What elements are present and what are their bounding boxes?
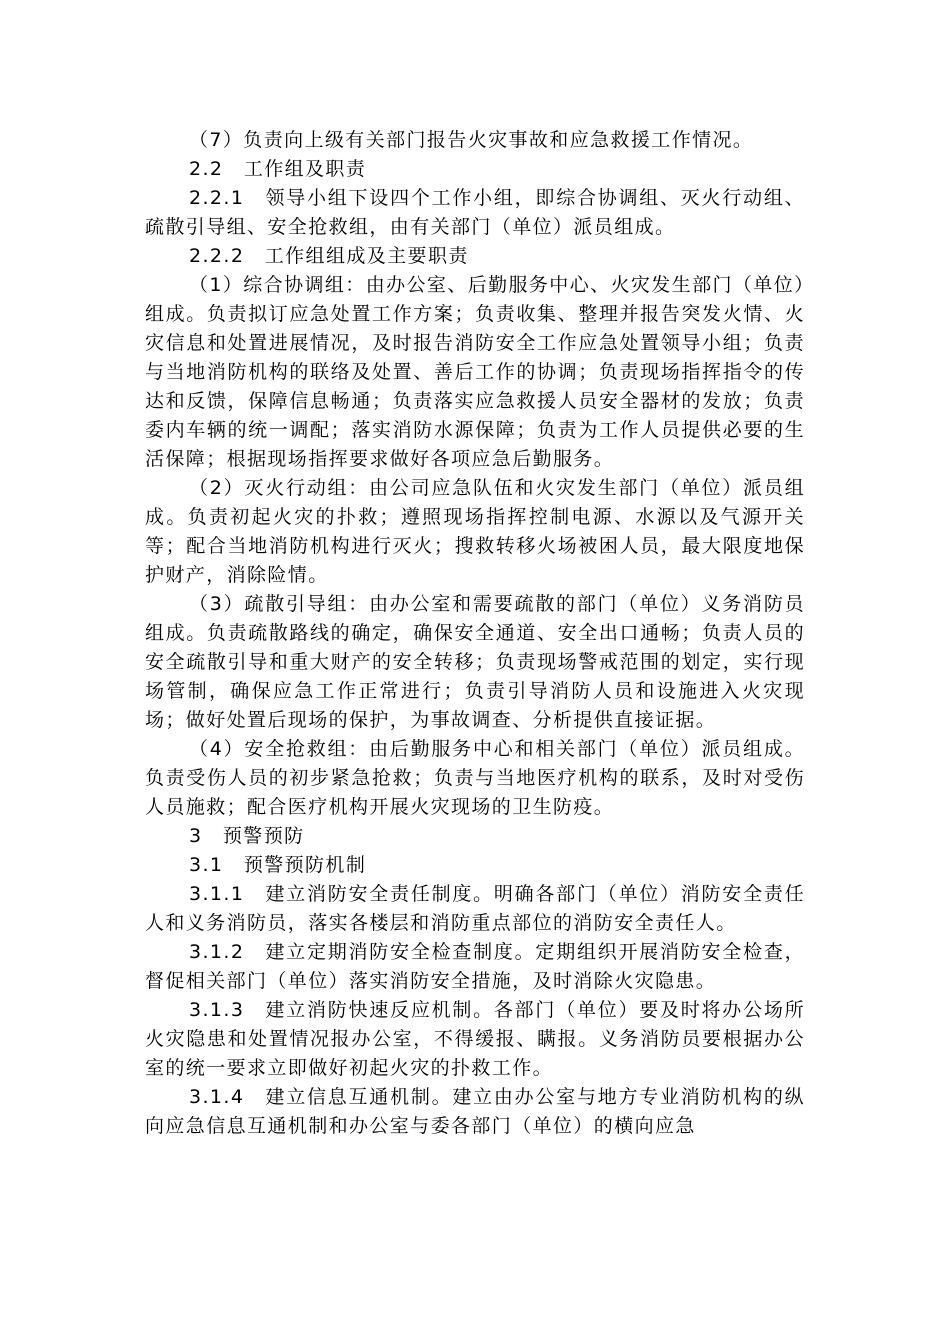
heading-3 [145,822,805,851]
paragraph-text: （4）安全抢救组：由后勤服务中心和相关部门（单位）派员组成。负责受伤人员的初步紧急抢救；负责与当地医疗机构的联系，及时对受伤人员施救；配合医疗机构开展火灾现场的卫生防疫。 [145,738,805,818]
paragraph-3-1-3 [145,996,805,1083]
paragraph-text: （3）疏散引导组：由办公室和需要疏散的部门（单位）义务消防员组成。负责疏散路线的确定，确保安全通道、安全出口通畅；负责人员的安全疏散引导和重大财产的安全转移；负责现场警戒范围的划定，实行现场管制，确保应急工作正常进行；负责引导消防人员和设施进入火灾现场；做好处置后现场的保护，为事故调查、分析提供直接证据。 [145,593,805,731]
paragraph-duty-7 [145,126,805,155]
paragraph-text: （2）灭火行动组：由公司应急队伍和火灾发生部门（单位）派员组成。负责初起火灾的扑救；遵照现场指挥控制电源、水源以及气源开关等；配合当地消防机构进行灭火；搜救转移火场被困人员，最大限度地保护财产，消除险情。 [145,477,805,586]
paragraph-3-1-1 [145,880,805,938]
section-number: 3.1 [189,854,244,876]
heading-text: 工作组组成及主要职责 [264,245,469,267]
paragraph-group-2 [145,474,805,590]
paragraph-text: 建立定期消防安全检查制度。定期组织开展消防安全检查，督促相关部门（单位）落实消防安全措施，及时消除火灾隐患。 [145,941,806,992]
heading-2-2-2 [145,242,805,271]
heading-text: 预警预防 [222,825,305,847]
paragraph-text: 领导小组下设四个工作小组，即综合协调组、灭火行动组、疏散引导组、安全抢救组，由有关部门（单位）派员组成。 [145,187,806,238]
section-number: 3 [189,825,223,847]
section-number: 3.1.4 [189,1086,266,1108]
heading-2-2 [145,155,805,184]
paragraph-group-1 [145,271,805,474]
document-body [145,126,805,1141]
paragraph-3-1-4 [145,1083,805,1141]
section-number: 3.1.2 [189,941,266,963]
paragraph-text: （7）负责向上级有关部门报告火灾事故和应急救援工作情况。 [189,129,754,151]
paragraph-text: 建立消防快速反应机制。各部门（单位）要及时将办公场所火灾隐患和处置情况报办公室，不得缓报、瞒报。义务消防员要根据办公室的统一要求立即做好初起火灾的扑救工作。 [145,999,806,1079]
section-number: 2.2 [189,158,244,180]
section-number: 2.2.2 [189,245,265,267]
section-number: 3.1.3 [189,999,266,1021]
paragraph-group-4 [145,735,805,822]
paragraph-text: 建立消防安全责任制度。明确各部门（单位）消防安全责任人和义务消防员，落实各楼层和消防重点部位的消防安全责任人。 [145,883,806,934]
paragraph-text: 建立信息互通机制。建立由办公室与地方专业消防机构的纵向应急信息互通机制和办公室与委各部门（单位）的横向应急 [145,1086,806,1137]
paragraph-3-1-2 [145,938,805,996]
heading-text: 预警预防机制 [243,854,367,876]
heading-text: 工作组及职责 [243,158,367,180]
section-number: 2.2.1 [189,187,266,209]
paragraph-2-2-1 [145,184,805,242]
section-number: 3.1.1 [189,883,266,905]
heading-3-1 [145,851,805,880]
paragraph-group-3 [145,590,805,735]
paragraph-text: （1）综合协调组：由办公室、后勤服务中心、火灾发生部门（单位）组成。负责拟订应急处置工作方案；负责收集、整理并报告突发火情、火灾信息和处置进展情况，及时报告消防安全工作应急处置领导小组；负责与当地消防机构的联络及处置、善后工作的协调；负责现场指挥指令的传达和反馈，保障信息畅通；负责落实应急救援人员安全器材的发放；负责委内车辆的统一调配；落实消防水源保障；负责为工作人员提供必要的生活保障；根据现场指挥要求做好各项应急后勤服务。 [145,274,805,470]
